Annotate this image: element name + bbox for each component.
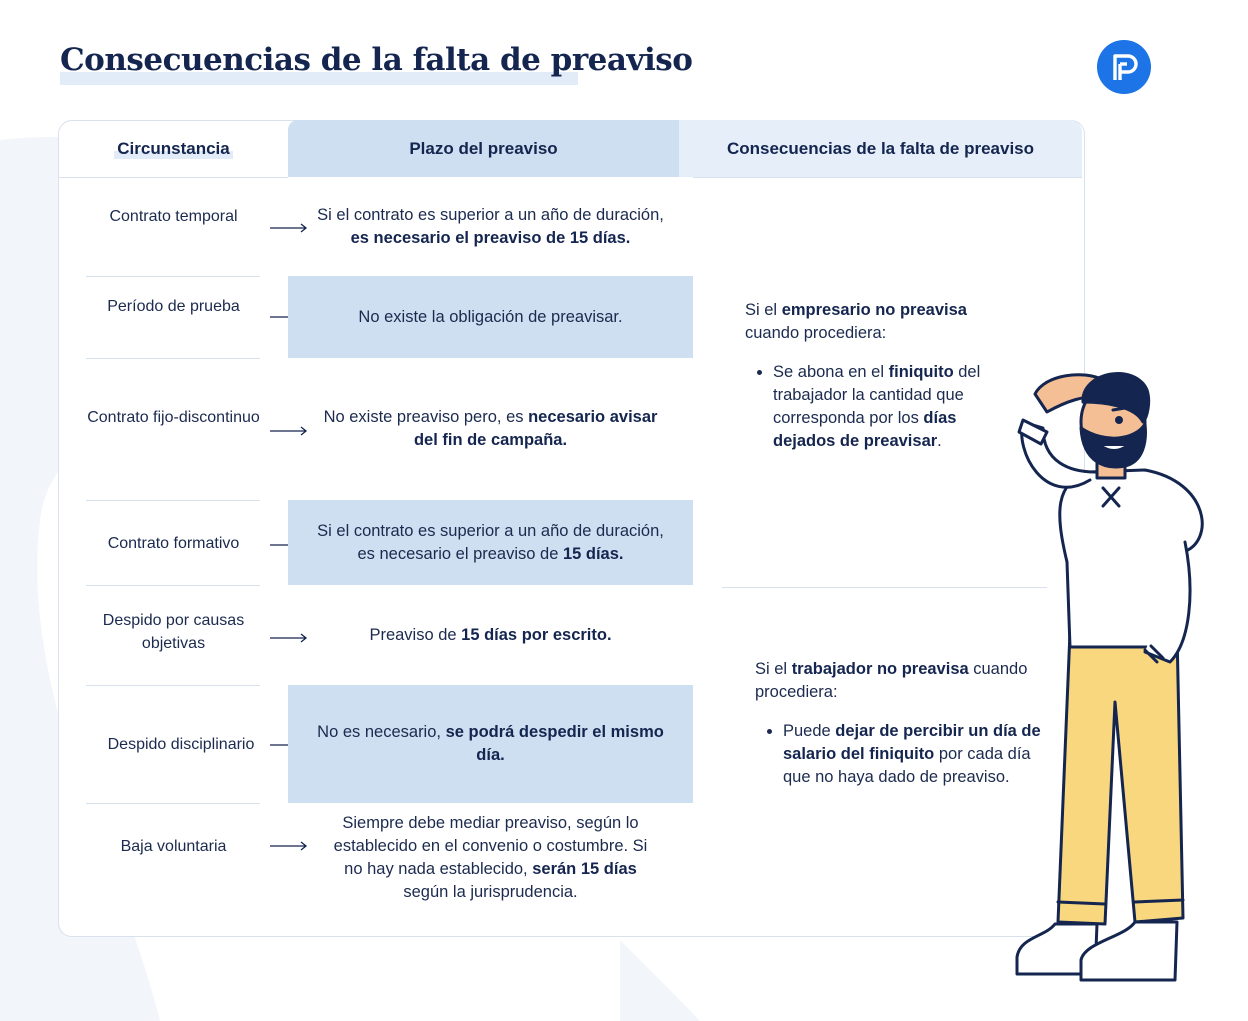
row-label-causas-objetivas: Despido por causas objetivas [102, 612, 245, 652]
plazo-cell: Preaviso de 15 días por escrito. [369, 625, 612, 644]
row-divider [86, 276, 260, 277]
brand-logo-icon [1097, 40, 1151, 94]
row-divider [86, 358, 260, 359]
page-title: Consecuencias de la falta de preaviso [60, 42, 693, 78]
row-label-contrato-temporal: Contrato temporal [109, 208, 238, 225]
header-divider [59, 177, 288, 178]
row-label-baja-voluntaria: Baja voluntaria [120, 838, 227, 855]
header-consecuencias: Consecuencias de la falta de preaviso [679, 120, 1082, 177]
person-illustration [985, 362, 1225, 992]
plazo-cell: Si el contrato es superior a un año de duración, es necesario el preaviso de 15 días. [288, 500, 693, 585]
row-divider [86, 803, 260, 804]
plazo-cell: No es necesario, se podrá despedir el mismo día. [288, 685, 693, 803]
plazo-cell: Si el contrato es superior a un año de duración, es necesario el preaviso de 15 días. [317, 206, 664, 247]
header-plazo: Plazo del preaviso [288, 120, 679, 177]
row-label-periodo-prueba: Período de prueba [107, 298, 240, 315]
consequence-worker-item: • Puede dejar de percibir un día de salario del finiquito por cada día que no haya dado de preaviso. [783, 720, 1045, 789]
plazo-cell: No existe la obligación de preavisar. [288, 276, 693, 358]
row-divider [86, 585, 260, 586]
row-divider [86, 685, 260, 686]
header-divider-right [693, 177, 1082, 178]
consequence-employer: Si el empresario no preavisa cuando procediera: • Se abona en el finiquito del trabajador la cantidad que corresponda por los días dejados de preavisar. [745, 299, 1005, 453]
header-circunstancia-label: Circunstancia [114, 139, 232, 159]
row-label-fijo-discontinuo: Contrato fijo-discontinuo [87, 409, 260, 426]
plazo-cell: Siempre debe mediar preaviso, según lo establecido en el convenio o costumbre. Si no hay nada establecido, serán 15 días según la jurisprudencia. [333, 814, 648, 901]
consequence-employer-item: • Se abona en el finiquito del trabajador la cantidad que corresponda por los días dejados de preavisar. [773, 361, 1005, 453]
row-label-despido-disciplinario: Despido disciplinario [107, 736, 255, 753]
consequence-worker: Si el trabajador no preavisa cuando procediera: • Puede dejar de percibir un día de salario del finiquito por cada día que no haya dado de preaviso. [755, 658, 1045, 789]
plazo-cell: No existe preaviso pero, es necesario avisar del fin de campaña. [323, 408, 658, 449]
row-divider [86, 500, 260, 501]
row-label-contrato-formativo: Contrato formativo [107, 535, 240, 552]
header-circunstancia [59, 120, 288, 177]
